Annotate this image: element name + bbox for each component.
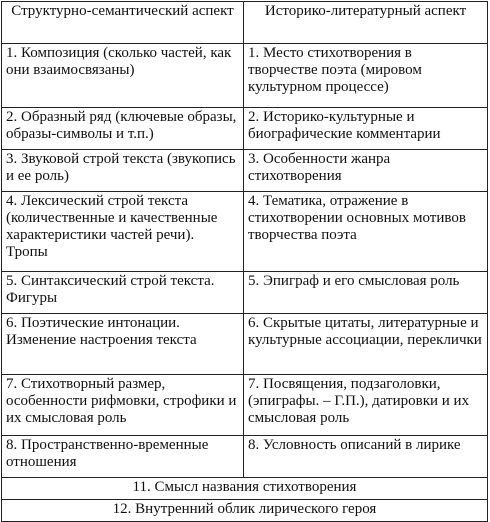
table-row <box>2 108 488 150</box>
analysis-table-container <box>1 1 487 522</box>
table-cell-lyric-hero: 12. Внутренний облик лирического героя <box>2 500 488 522</box>
table-cell: 2. Историко-культурные и биографические комментарии <box>244 108 488 150</box>
table-cell: 2. Образный ряд (ключевые образы, образы-символы и т.п.) <box>2 108 244 150</box>
table-row <box>2 314 488 375</box>
table-cell: 7. Посвящения, подзаголовки, (эпиграфы. – Г.П.), датировки и их смысловая роль <box>244 375 488 436</box>
table-cell: 6. Скрытые цитаты, литературные и культурные ассоциации, переклички <box>244 314 488 375</box>
analysis-table <box>1 1 488 522</box>
table-cell: 4. Тематика, отражение в стихотворении основных мотивов творчества поэта <box>244 192 488 272</box>
table-cell: 3. Особенности жанра стихотворения <box>244 150 488 192</box>
table-row <box>2 44 488 108</box>
table-full-row <box>2 478 488 500</box>
table-header-row <box>2 2 488 44</box>
table-cell: 4. Лексический строй текста (количественные и качественные характеристики частей речи). Тропы <box>2 192 244 272</box>
header-structural-semantic: Структурно-семантический аспект <box>2 2 244 44</box>
table-row <box>2 272 488 314</box>
table-cell: 5. Эпиграф и его смысловая роль <box>244 272 488 314</box>
table-cell-title-meaning: 11. Смысл названия стихотворения <box>2 478 488 500</box>
table-cell: 1. Место стихотворения в творчестве поэта (мировом культурном процессе) <box>244 44 488 108</box>
table-cell: 8. Условность описаний в лирике <box>244 436 488 478</box>
table-row <box>2 150 488 192</box>
table-row <box>2 436 488 478</box>
table-cell: 1. Композиция (сколько частей, как они взаимосвязаны) <box>2 44 244 108</box>
table-cell: 5. Синтаксический строй текста. Фигуры <box>2 272 244 314</box>
table-cell: 6. Поэтические интонации. Изменение настроения текста <box>2 314 244 375</box>
table-cell: 7. Стихотворный размер, особенности рифмовки, строфики и их смысловая роль <box>2 375 244 436</box>
header-historical-literary: Историко-литературный аспект <box>244 2 488 44</box>
table-cell: 8. Пространственно-временные отношения <box>2 436 244 478</box>
table-row <box>2 375 488 436</box>
table-row <box>2 192 488 272</box>
table-cell: 3. Звуковой строй текста (звукопись и ее роль) <box>2 150 244 192</box>
